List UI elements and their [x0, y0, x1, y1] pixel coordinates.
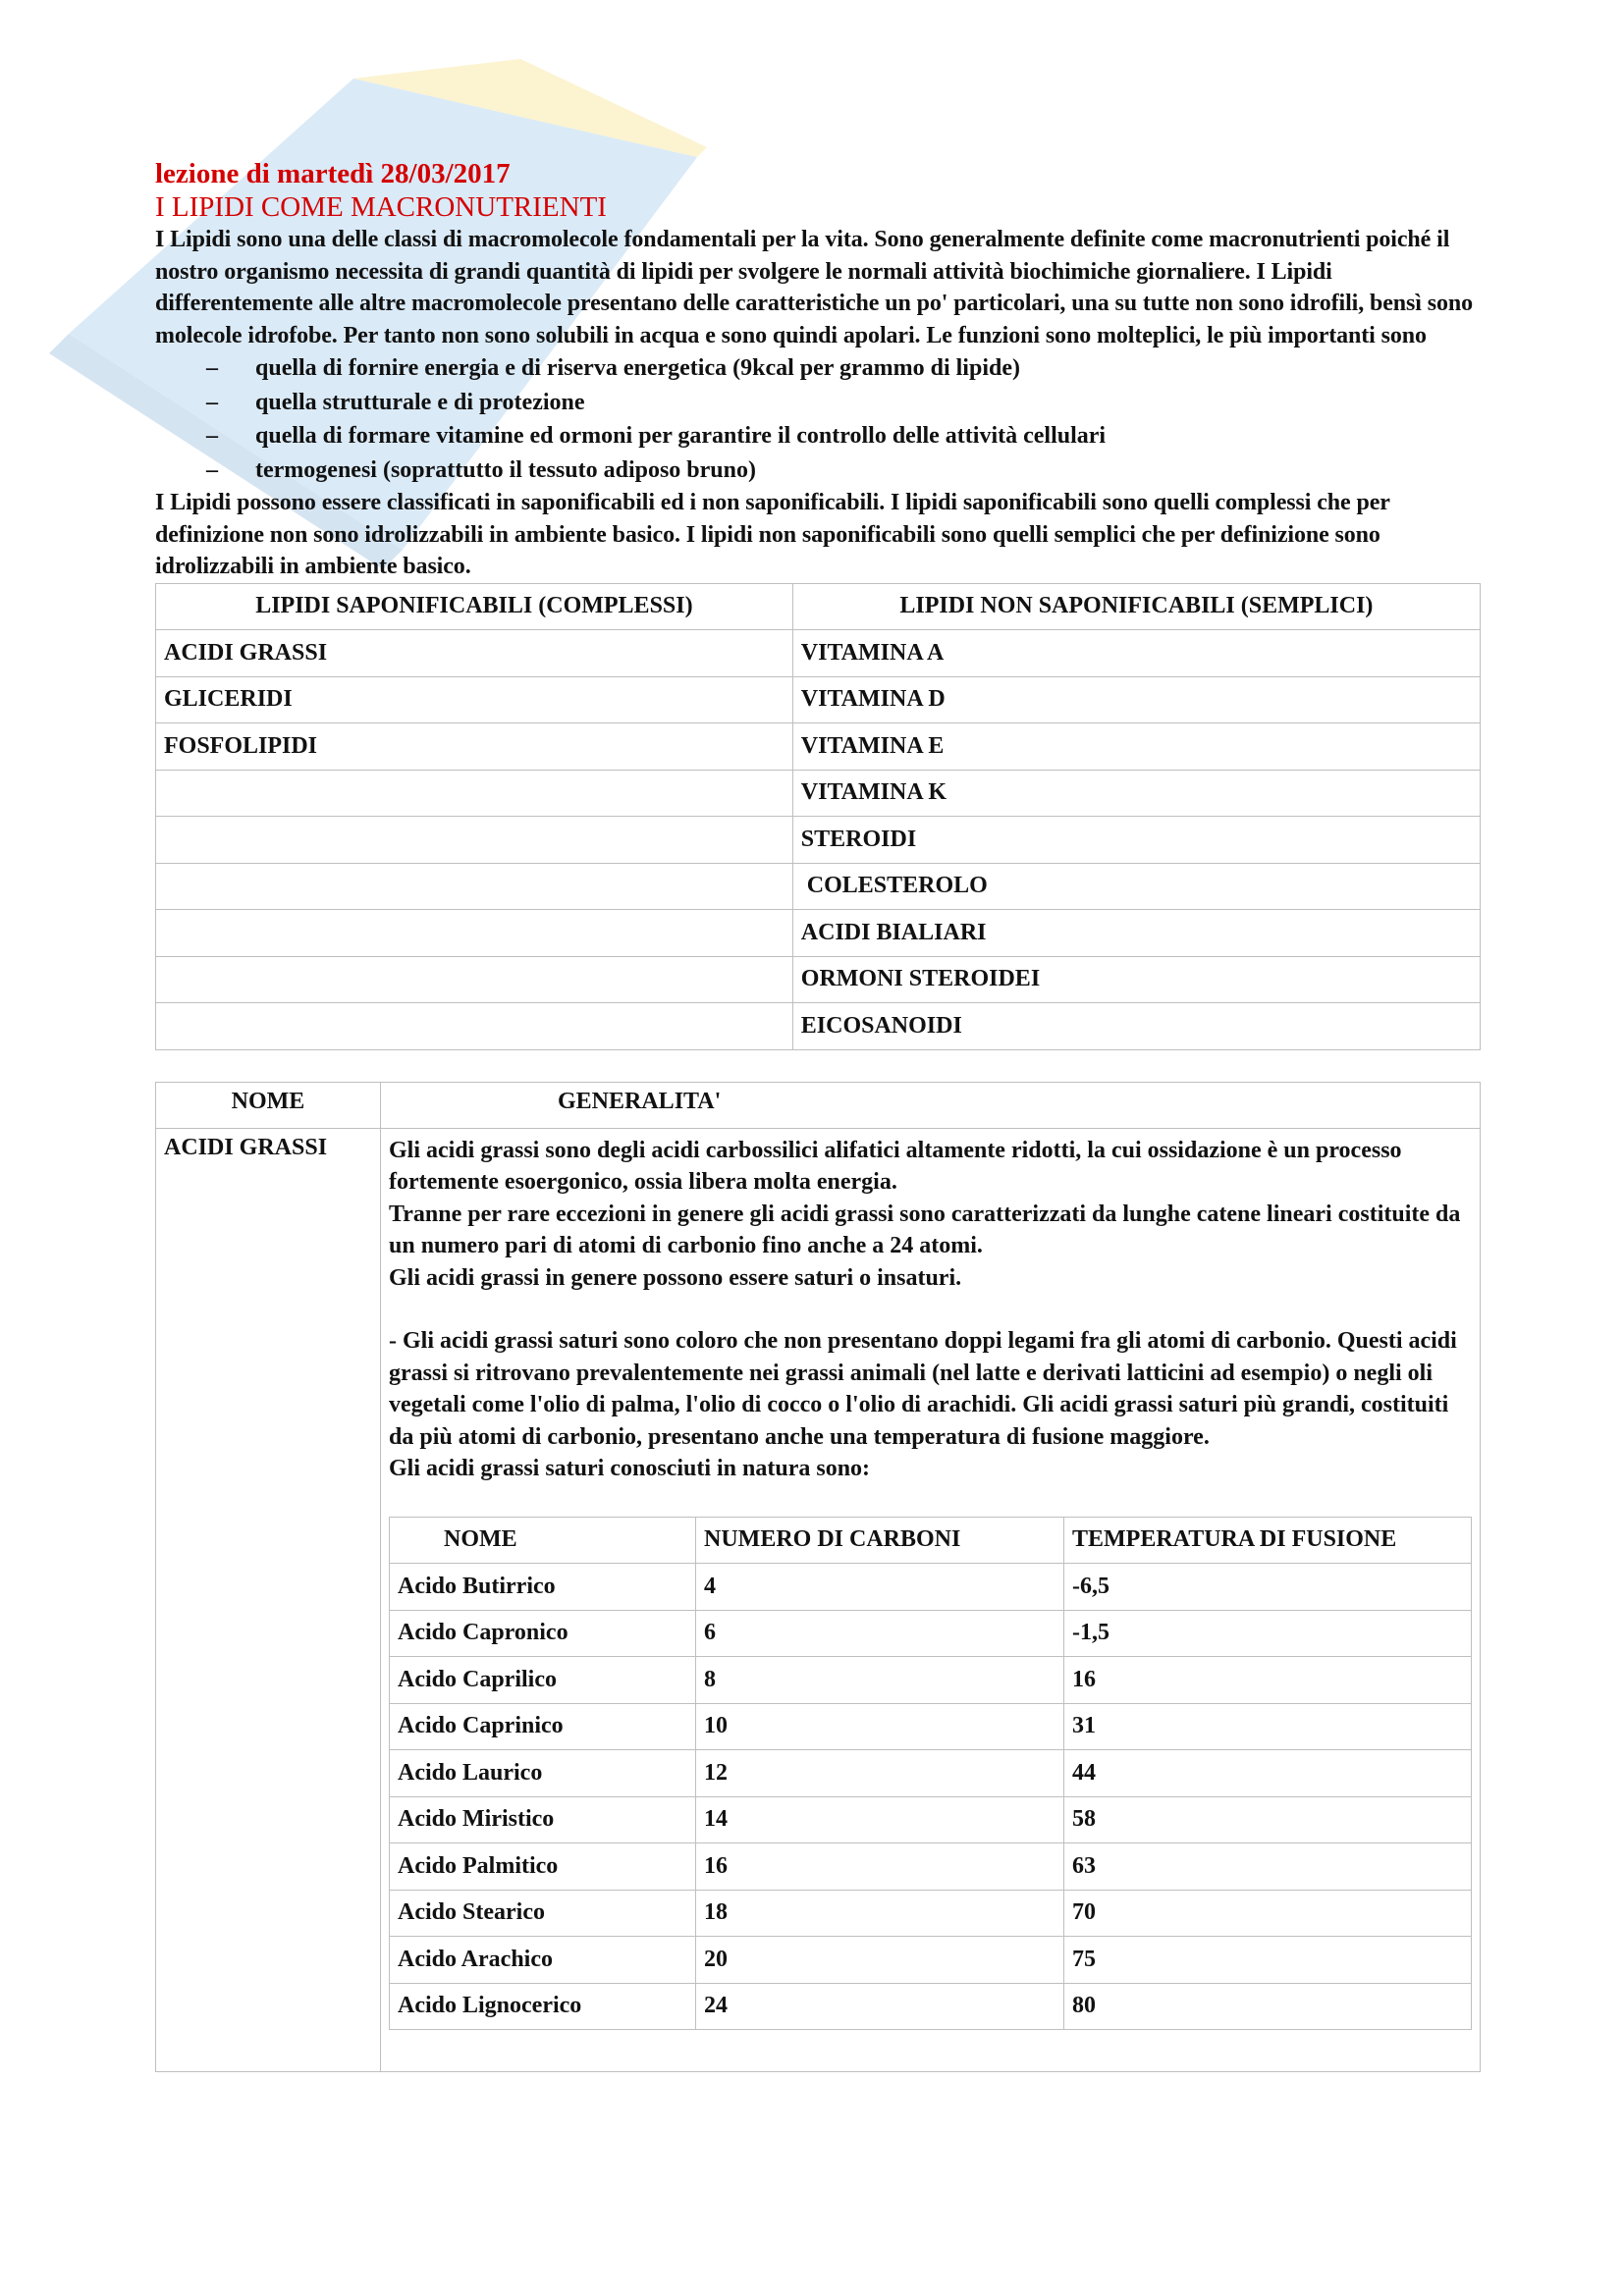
- table-row: Acido Stearico 18 70: [390, 1890, 1472, 1937]
- table-row: [156, 1128, 1481, 2072]
- table-row: Acido Laurico 12 44: [390, 1750, 1472, 1797]
- table-header: LIPIDI SAPONIFICABILI (COMPLESSI): [156, 583, 793, 630]
- table-header: NOME: [390, 1517, 696, 1564]
- table-row: FOSFOLIPIDI VITAMINA E: [156, 723, 1481, 771]
- table-row: Acido Palmitico 16 63: [390, 1843, 1472, 1891]
- table-row: Acido Miristico 14 58: [390, 1796, 1472, 1843]
- lipid-classification-table: [155, 583, 1481, 1050]
- table-row: EICOSANOIDI: [156, 1003, 1481, 1050]
- list-item: – quella strutturale e di protezione: [155, 386, 1481, 420]
- table-row: STEROIDI: [156, 817, 1481, 864]
- table-row: ACIDI GRASSI VITAMINA A: [156, 630, 1481, 677]
- classification-paragraph: I Lipidi possono essere classificati in saponificabili ed i non saponificabili. I lipidi saponificabili sono quelli complessi che per definizione non sono idrolizzabili in ambiente basico. I lipidi non saponificabili sono quelli semplici che per definizione sono idrolizzabili in ambiente basico.: [155, 490, 1390, 579]
- list-item: – quella di formare vitamine ed ormoni per garantire il controllo delle attività cellulari: [155, 419, 1481, 454]
- paragraph: - Gli acidi grassi saturi sono coloro che non presentano doppi legami fra gli atomi di carbonio. Questi acidi grassi si ritrovano prevalentemente nei grassi animali (nel latte e derivati latticini ad esempio) o negli oli vegetali come l'olio di palma, l'olio di cocco o l'olio di arachidi. Gli acidi grassi saturi più grandi, costituiti da più atomi di carbonio, presentano anche una temperatura di fusione maggiore.: [389, 1328, 1457, 1450]
- table-row: ORMONI STEROIDEI: [156, 956, 1481, 1003]
- paragraph: Gli acidi grassi in genere possono essere saturi o insaturi.: [389, 1264, 962, 1291]
- table-row: GLICERIDI VITAMINA D: [156, 676, 1481, 723]
- table-row: VITAMINA K: [156, 770, 1481, 817]
- table-header: NUMERO DI CARBONI: [696, 1517, 1064, 1564]
- page-title: I LIPIDI COME MACRONUTRIENTI: [155, 191, 607, 223]
- table-row: Acido Capronico 6 -1,5: [390, 1610, 1472, 1657]
- generalities-cell: [381, 1128, 1481, 2072]
- table-header: NOME: [156, 1082, 381, 1128]
- row-name: ACIDI GRASSI: [156, 1128, 381, 2072]
- page-content: [155, 157, 1481, 2072]
- table-row: Acido Caprinico 10 31: [390, 1703, 1472, 1750]
- table-header: TEMPERATURA DI FUSIONE: [1064, 1517, 1472, 1564]
- table-row: ACIDI BIALIARI: [156, 910, 1481, 957]
- paragraph: Tranne per rare eccezioni in genere gli acidi grassi sono caratterizzati da lunghe catene lineari costituite da un numero pari di atomi di carbonio fino anche a 24 atomi.: [389, 1201, 1461, 1258]
- table-row: Acido Caprilico 8 16: [390, 1657, 1472, 1704]
- intro-paragraph: I Lipidi sono una delle classi di macromolecole fondamentali per la vita. Sono generalmente definite come macronutrienti poiché il nostro organismo necessita di grandi quantità di lipidi per svolgere le normali attività biochimiche giornaliere. I Lipidi differentemente alle altre macromolecole presentano delle caratteristiche un po' particolari, una su tutte non sono idrofili, bensì sono molecole idrofobe. Per tanto non sono solubili in acqua e sono quindi apolari. Le funzioni sono molteplici, le più importanti sono: [155, 227, 1474, 348]
- paragraph: Gli acidi grassi saturi conosciuti in natura sono:: [389, 1456, 871, 1481]
- generalities-table: [155, 1082, 1481, 2073]
- functions-list: [155, 351, 1481, 487]
- dash-bullet: –: [206, 456, 218, 483]
- list-item: – termogenesi (soprattutto il tessuto adiposo bruno): [155, 454, 1481, 488]
- table-header: GENERALITA': [381, 1082, 1481, 1128]
- fatty-acids-table: [389, 1517, 1472, 2031]
- table-row: Acido Lignocerico 24 80: [390, 1983, 1472, 2030]
- table-row: Acido Arachico 20 75: [390, 1937, 1472, 1984]
- table-row: Acido Butirrico 4 -6,5: [390, 1564, 1472, 1611]
- dash-bullet: –: [206, 355, 218, 381]
- list-item: – quella di fornire energia e di riserva energetica (9kcal per grammo di lipide): [155, 351, 1481, 386]
- dash-bullet: –: [206, 423, 218, 449]
- lesson-date: lezione di martedì 28/03/2017: [155, 158, 511, 189]
- paragraph: Gli acidi grassi sono degli acidi carbossilici alifatici altamente ridotti, la cui ossidazione è un processo fortemente esoergonico, ossia libera molta energia.: [389, 1137, 1402, 1195]
- table-header: LIPIDI NON SAPONIFICABILI (SEMPLICI): [792, 583, 1480, 630]
- dash-bullet: –: [206, 389, 218, 415]
- table-row: COLESTEROLO: [156, 863, 1481, 910]
